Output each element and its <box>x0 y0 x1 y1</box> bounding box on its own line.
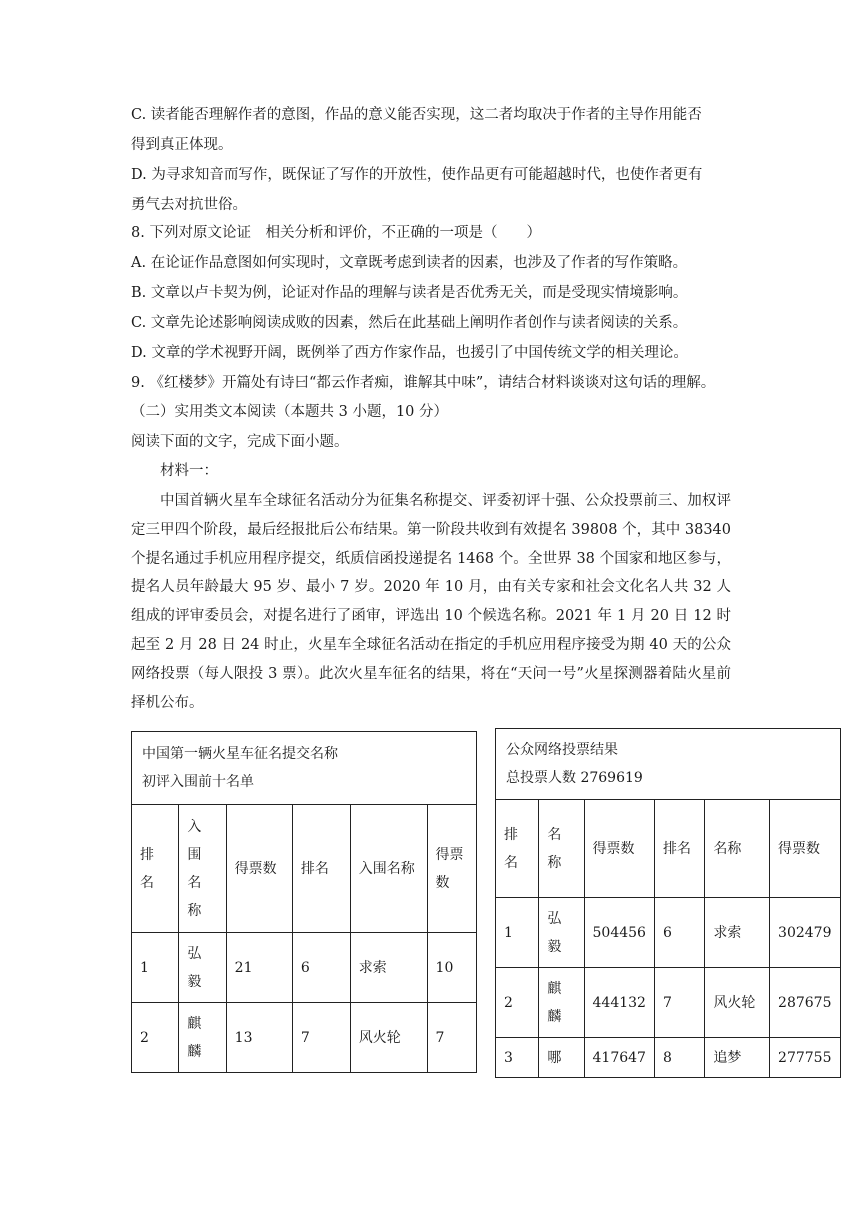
table-row <box>132 1003 477 1073</box>
table2-cell: 504456 <box>584 898 654 968</box>
table2-cell: 287675 <box>770 968 841 1038</box>
table2-header: 得票数 <box>770 800 841 898</box>
question-8: 8. 下列对原文论证 相关分析和评价，不正确的一项是（ ） <box>131 225 541 241</box>
table1-header: 入围名称 <box>358 860 415 877</box>
table1-header: 排名 <box>140 846 154 891</box>
table-public-vote-results <box>495 728 841 1078</box>
table1-cell: 2 <box>132 1003 179 1073</box>
option-c-line1: C. 读者能否理解作者的意图，作品的意义能否实现，这二者均取决于作者的主导作用能否 <box>131 107 702 123</box>
reading-instruction: 阅读下面的文字，完成下面小题。 <box>131 434 349 450</box>
table1-caption-line1: 中国第一辆火星车征名提交名称 <box>142 746 338 762</box>
table1-cell: 风火轮 <box>350 1003 427 1073</box>
table2-cell: 麒麟 <box>547 980 562 1025</box>
table1-caption-line2: 初评入围前十名单 <box>142 774 254 790</box>
table1-cell: 弘毅 <box>187 945 202 990</box>
table1-cell: 1 <box>132 933 179 1003</box>
table2-cell: 7 <box>654 968 704 1038</box>
table2-caption <box>496 729 841 800</box>
table1-header: 排名 <box>292 805 350 933</box>
table2-cell: 弘毅 <box>547 910 562 955</box>
table2-header: 名称 <box>547 826 562 871</box>
table2-caption-line1: 公众网络投票结果 <box>506 742 618 758</box>
material-paragraph: 中国首辆火星车全球征名活动分为征集名称提交、评委初评十强、公众投票前三、加权评定三甲四个阶段，最后经报批后公布结果。第一阶段共收到有效提名 39808 个，其中 38340 个提名通过手机应用程序提交，纸质信函投递提名 1468 个。全世界 38 个国家和地区参与，提名人员年龄最大 95 岁、最小 7 岁。2020 年 10 月，由有关专家和社会文化名人共 32 人组成的评审委员会，对提名进行了函审，评选出 10 个候选名称。2021 年 1 月 20 日 12 时起至 2 月 28 日 24 时止，火星车全球征名活动在指定的手机应用程序接受为期 40 天的公众网络投票（每人限投 3 票）。此次火星车征名的结果，将在“天问一号”火星探测器着陆火星前择机公布。 <box>131 493 731 711</box>
table1-cell: 6 <box>292 933 350 1003</box>
q8-option-c: C. 文章先论述影响阅读成败的因素，然后在此基础上阐明作者创作与读者阅读的关系。 <box>131 315 688 331</box>
table1-caption <box>132 732 477 805</box>
table2-cell: 求索 <box>705 898 770 968</box>
table2-caption-line2: 总投票人数 2769619 <box>506 770 643 786</box>
table2-header: 排名 <box>654 800 704 898</box>
table2-cell: 3 <box>496 1038 539 1078</box>
table2-header: 排名 <box>504 826 518 871</box>
table2-cell: 风火轮 <box>705 968 770 1038</box>
q8-option-d: D. 文章的学术视野开阔，既例举了西方作家作品，也援引了中国传统文学的相关理论。 <box>131 345 688 361</box>
table1-cell: 7 <box>427 1003 476 1073</box>
table1-cell: 10 <box>427 933 476 1003</box>
table2-cell: 1 <box>496 898 539 968</box>
table1-cell: 求索 <box>350 933 427 1003</box>
table1-header: 入围名称 <box>187 818 202 919</box>
table2-cell: 277755 <box>770 1038 841 1078</box>
table2-cell: 6 <box>654 898 704 968</box>
table2-cell: 追梦 <box>705 1038 770 1078</box>
table2-cell: 2 <box>496 968 539 1038</box>
q8-option-b: B. 文章以卢卡契为例，论证对作品的理解与读者是否优秀无关，而是受现实情境影响。 <box>131 285 688 301</box>
table-row <box>496 968 841 1038</box>
question-9: 9. 《红楼梦》开篇处有诗曰“都云作者痴，谁解其中味”，请结合材料谈谈对这句话的理解。 <box>131 375 716 391</box>
table2-cell: 302479 <box>770 898 841 968</box>
table-row <box>132 933 477 1003</box>
table1-cell: 麒麟 <box>187 1015 202 1060</box>
table-row <box>496 898 841 968</box>
table2-header: 得票数 <box>584 800 654 898</box>
option-d-line2: 勇气去对抗世俗。 <box>131 197 247 213</box>
option-d-line1: D. 为寻求知音而写作，既保证了写作的开放性，使作品更有可能超越时代，也使作者更有 <box>131 167 703 183</box>
material-label: 材料一： <box>160 463 218 479</box>
table1-header: 得票数 <box>226 805 292 933</box>
table-initial-top-ten <box>131 731 477 1073</box>
table2-header-row <box>496 800 841 898</box>
table1-header-row <box>132 805 477 933</box>
table1-cell: 7 <box>292 1003 350 1073</box>
table2-cell: 444132 <box>584 968 654 1038</box>
table1-cell: 21 <box>226 933 292 1003</box>
table2-cell: 8 <box>654 1038 704 1078</box>
table2-cell: 哪 <box>539 1038 584 1078</box>
table-row <box>496 1038 841 1078</box>
option-c-line2: 得到真正体现。 <box>131 137 233 153</box>
section-heading: （二）实用类文本阅读（本题共 3 小题，10 分） <box>131 404 449 420</box>
table1-cell: 13 <box>226 1003 292 1073</box>
q8-option-a: A. 在论证作品意图如何实现时，文章既考虑到读者的因素，也涉及了作者的写作策略。 <box>131 255 688 271</box>
table2-cell: 417647 <box>584 1038 654 1078</box>
table1-header: 得票数 <box>435 846 464 891</box>
table2-header: 名称 <box>705 800 770 898</box>
